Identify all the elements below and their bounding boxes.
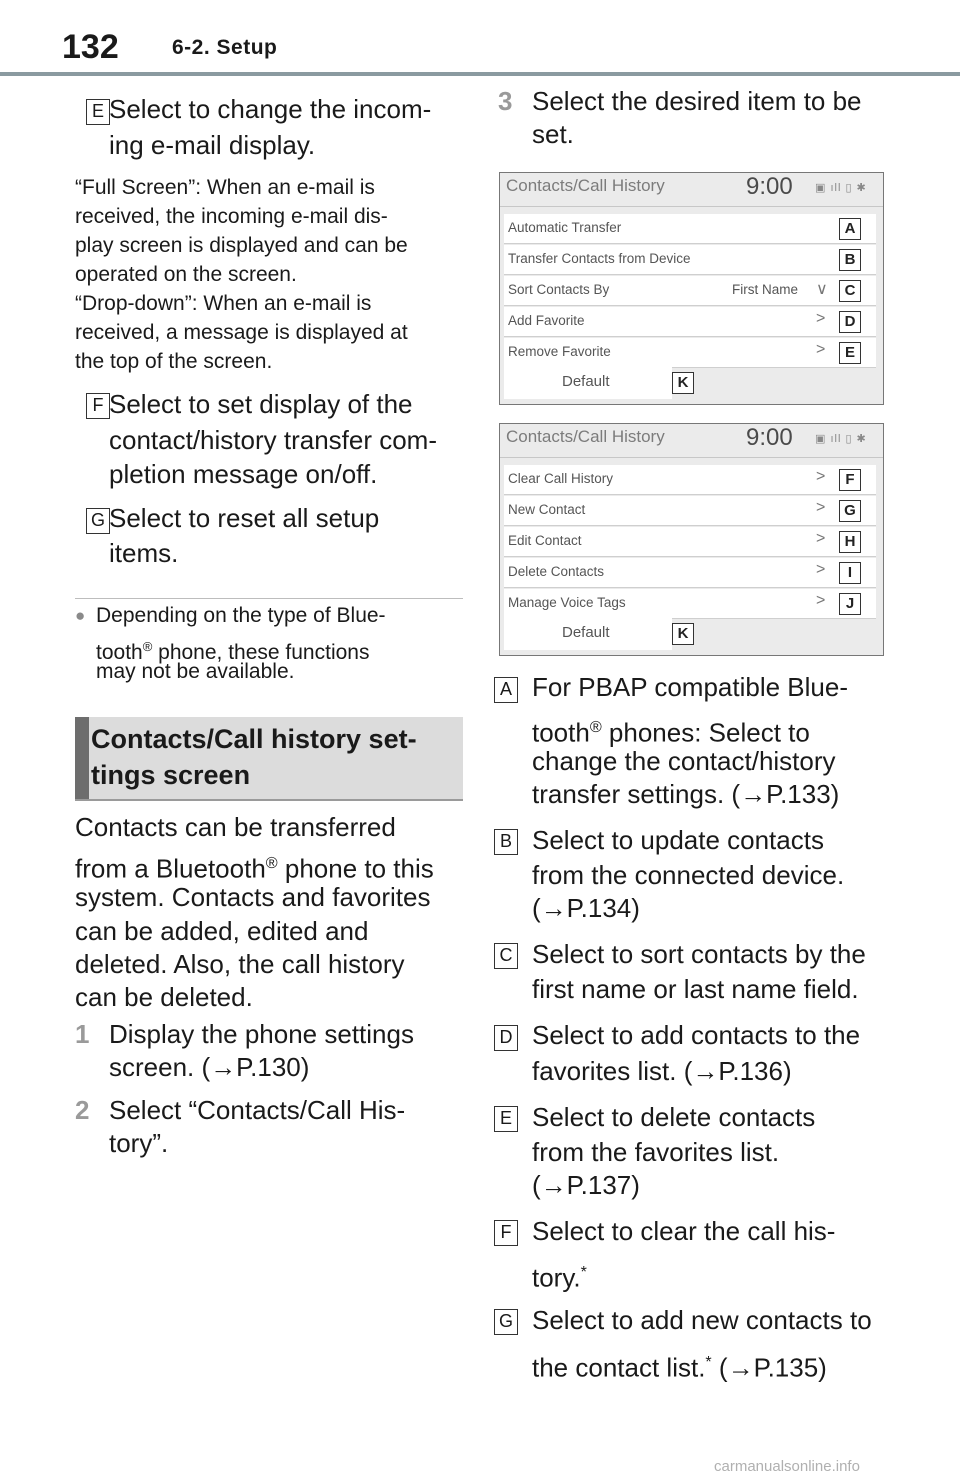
page-number: 132 — [62, 28, 119, 66]
menu-row-clear-call-history[interactable] — [504, 465, 876, 495]
bullet-line-3: may not be available. — [96, 660, 295, 683]
footnote-mark: * — [705, 1353, 712, 1371]
default-button-label: Default — [562, 624, 610, 641]
desc-f-line-2 — [532, 1255, 587, 1296]
note-line: “Drop-down”: When an e-mail is — [75, 292, 372, 315]
callout-i: I — [839, 562, 861, 584]
settings-screen-2 — [499, 423, 884, 656]
callout-e: E — [839, 342, 861, 364]
callout-g: G — [839, 500, 861, 522]
status-icons: ▣ ıll ▯ ✱ — [815, 182, 867, 194]
chevron-right-icon: > — [816, 561, 826, 578]
desc-e-line-3: (→P.137) — [532, 1170, 640, 1200]
chevron-right-icon: > — [816, 530, 826, 547]
desc-d-line-2: favorites list. (→P.136) — [532, 1056, 792, 1086]
label-e2: E — [494, 1106, 518, 1132]
item-f-line-1: Select to set display of the — [109, 389, 413, 419]
intro-line-2-pre: from a Bluetooth — [75, 853, 266, 884]
desc-g-line-2-pre: the contact list. — [532, 1352, 706, 1383]
menu-row-transfer-contacts[interactable] — [504, 245, 876, 275]
header-rule — [0, 72, 960, 76]
menu-row-add-favorite[interactable] — [504, 307, 876, 337]
menu-row-delete-contacts[interactable] — [504, 558, 876, 588]
callout-k: K — [672, 372, 694, 394]
desc-a-line-2-post: phones: Select to — [601, 717, 810, 748]
menu-row-automatic-transfer[interactable] — [504, 214, 876, 244]
bullet-line-2-pre: tooth — [96, 641, 143, 664]
row-label: Automatic Transfer — [508, 220, 622, 235]
callout-h: H — [839, 531, 861, 553]
desc-b-line-1: Select to update contacts — [532, 825, 824, 855]
intro-line-6: can be deleted. — [75, 982, 253, 1012]
step-3 — [498, 85, 862, 151]
desc-a-line-2-pre: tooth — [532, 717, 590, 748]
status-icons: ▣ ıll ▯ ✱ — [815, 433, 867, 445]
label-b: B — [494, 829, 518, 855]
note-line: received, a message is displayed at — [75, 321, 408, 344]
note-line: “Full Screen”: When an e-mail is — [75, 176, 375, 199]
intro-line-5: deleted. Also, the call history — [75, 949, 405, 979]
desc-e-line-1: Select to delete contacts — [532, 1102, 816, 1132]
desc-c-line-1: Select to sort contacts by the — [532, 939, 866, 969]
callout-c: C — [839, 280, 861, 302]
callout-d: D — [839, 311, 861, 333]
screen-divider — [500, 206, 884, 207]
desc-d-line-1: Select to add contacts to the — [532, 1020, 861, 1050]
registered-mark: ® — [265, 854, 278, 872]
heading-underline — [75, 799, 463, 801]
label-e: E — [86, 99, 110, 125]
chevron-down-icon: ∨ — [816, 281, 828, 298]
screen-clock: 9:00 — [746, 424, 793, 451]
bullet-line-2-post: phone, these functions — [152, 641, 370, 664]
note-line: the top of the screen. — [75, 350, 273, 373]
callout-b: B — [839, 249, 861, 271]
row-label: Remove Favorite — [508, 344, 611, 359]
chevron-right-icon: > — [816, 310, 826, 327]
label-d: D — [494, 1025, 518, 1051]
chevron-right-icon: > — [816, 499, 826, 516]
callout-a: A — [839, 218, 861, 240]
registered-mark: ® — [142, 639, 153, 654]
row-label: Edit Contact — [508, 533, 582, 548]
row-label: New Contact — [508, 502, 586, 517]
registered-mark: ® — [589, 718, 602, 736]
label-g: G — [86, 508, 110, 534]
intro-line-2-post: phone to this — [277, 853, 434, 884]
heading-bar — [75, 717, 89, 801]
callout-k: K — [672, 623, 694, 645]
row-label: Add Favorite — [508, 313, 585, 328]
step-1 — [75, 1018, 414, 1084]
row-value: First Name — [732, 282, 799, 297]
chevron-right-icon: > — [816, 592, 826, 609]
screen-clock: 9:00 — [746, 173, 793, 200]
desc-a-line-1: For PBAP compatible Blue- — [532, 672, 848, 702]
desc-b-line-2: from the connected device. — [532, 860, 845, 890]
settings-screen-1 — [499, 172, 884, 405]
label-c: C — [494, 943, 518, 969]
watermark: carmanualsonline.info — [714, 1458, 860, 1475]
desc-a-line-3: change the contact/history — [532, 746, 836, 776]
label-f2: F — [494, 1220, 518, 1246]
desc-g-line-2-post: (→P.135) — [711, 1352, 827, 1383]
note-line: operated on the screen. — [75, 263, 297, 286]
screen-divider — [500, 457, 884, 458]
intro-line-3: system. Contacts and favorites — [75, 882, 431, 912]
chevron-right-icon: > — [816, 341, 826, 358]
row-label: Delete Contacts — [508, 564, 605, 579]
screen-title: Contacts/Call History — [506, 427, 665, 446]
step-3-line-1: Select the desired item to be — [532, 86, 862, 116]
menu-row-sort-contacts[interactable] — [504, 276, 876, 306]
note-line: received, the incoming e-mail dis- — [75, 205, 388, 228]
item-f-line-3: pletion message on/off. — [109, 459, 378, 489]
section-heading — [75, 717, 463, 801]
item-e-line-1: Select to change the incom- — [109, 94, 432, 124]
divider — [75, 598, 463, 599]
step-2-line-1: Select “Contacts/Call His- — [109, 1095, 406, 1125]
desc-f-line-2-pre: tory. — [532, 1262, 581, 1293]
row-label: Sort Contacts By — [508, 282, 610, 297]
step-number: 2 — [75, 1095, 90, 1125]
label-a: A — [494, 677, 518, 703]
step-1-line-1: Display the phone settings — [109, 1019, 414, 1049]
desc-b-line-3: (→P.134) — [532, 893, 640, 923]
step-2 — [75, 1094, 406, 1160]
note-line: play screen is displayed and can be — [75, 234, 408, 257]
desc-e-line-2: from the favorites list. — [532, 1137, 780, 1167]
intro-line-1: Contacts can be transferred — [75, 812, 396, 842]
label-f: F — [86, 393, 110, 419]
menu-row-new-contact[interactable] — [504, 496, 876, 526]
desc-g-line-1: Select to add new contacts to — [532, 1305, 872, 1335]
row-label: Clear Call History — [508, 471, 614, 486]
menu-row-manage-voice-tags[interactable] — [504, 589, 876, 619]
item-f-line-2: contact/history transfer com- — [109, 425, 437, 455]
item-g-line-2: items. — [109, 538, 179, 568]
bullet-line-1: Depending on the type of Blue- — [96, 604, 386, 627]
default-button-label: Default — [562, 373, 610, 390]
intro-line-4: can be added, edited and — [75, 916, 369, 946]
step-3-line-2: set. — [532, 119, 574, 149]
callout-f: F — [839, 469, 861, 491]
heading-text: Contacts/Call history set- tings screen — [91, 724, 417, 790]
label-g2: G — [494, 1309, 518, 1335]
chevron-right-icon: > — [816, 468, 826, 485]
desc-g-line-2 — [532, 1345, 827, 1386]
row-label: Manage Voice Tags — [508, 595, 626, 610]
row-label: Transfer Contacts from Device — [508, 251, 691, 266]
menu-row-remove-favorite[interactable] — [504, 338, 876, 368]
step-number: 3 — [498, 86, 513, 116]
default-button[interactable] — [504, 367, 672, 399]
screen-title: Contacts/Call History — [506, 176, 665, 195]
desc-a-line-4: transfer settings. (→P.133) — [532, 779, 840, 809]
step-1-line-2: screen. (→P.130) — [109, 1052, 310, 1082]
step-number: 1 — [75, 1019, 90, 1049]
bullet-icon: ● — [75, 606, 86, 625]
footnote-mark: * — [580, 1263, 587, 1281]
callout-j: J — [839, 593, 861, 615]
desc-f-line-1: Select to clear the call his- — [532, 1216, 836, 1246]
item-e-line-2: ing e-mail display. — [109, 130, 316, 160]
desc-c-line-2: first name or last name field. — [532, 974, 859, 1004]
step-2-line-2: tory”. — [109, 1128, 169, 1158]
section-title: 6-2. Setup — [172, 36, 278, 59]
default-button[interactable] — [504, 618, 672, 650]
item-g-line-1: Select to reset all setup — [109, 503, 380, 533]
menu-row-edit-contact[interactable] — [504, 527, 876, 557]
